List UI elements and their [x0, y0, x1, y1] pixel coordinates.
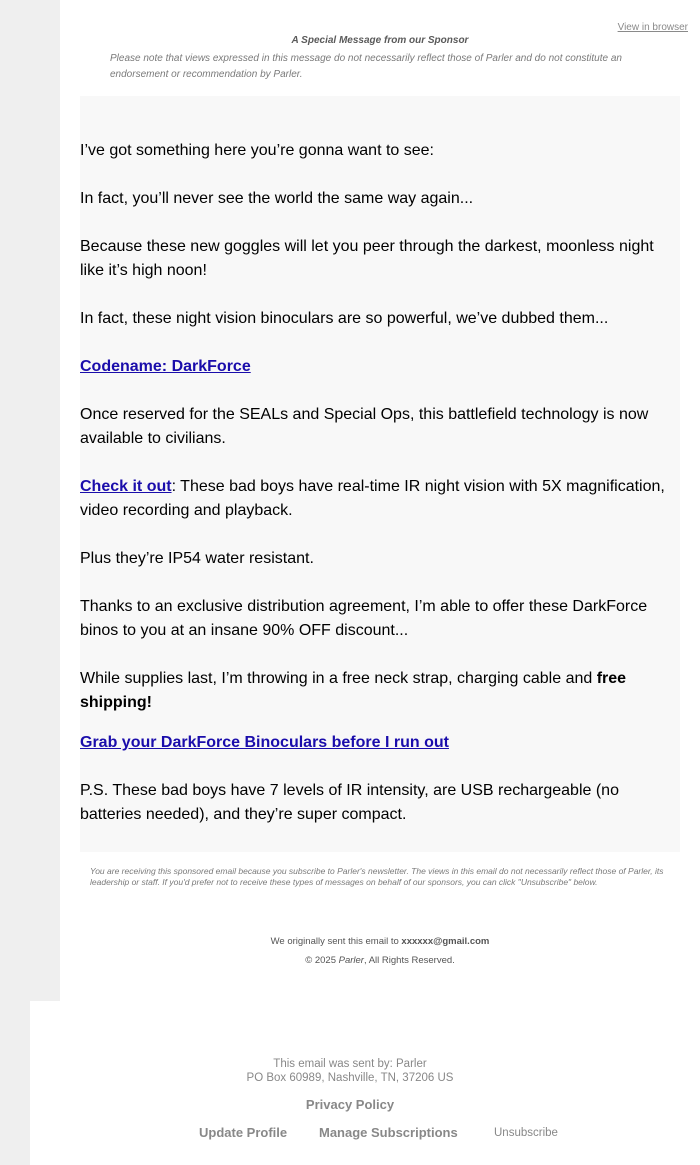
sent-by-line: This email was sent by: Parler — [273, 1058, 427, 1070]
ps-paragraph: P.S. These bad boys have 7 levels of IR intensity, are USB rechargeable (no batteries needed), and they’re super compact. — [80, 782, 619, 823]
body-paragraph: In fact, these night vision binoculars are so powerful, we’ve dubbed them... — [80, 310, 609, 327]
body-paragraph: In fact, you’ll never see the world the same way again... — [80, 190, 474, 207]
codename-paragraph — [80, 355, 674, 379]
copyright-suffix: , All Rights Reserved. — [363, 955, 455, 966]
unsubscribe-link[interactable]: Unsubscribe — [494, 1127, 558, 1139]
grab-binoculars-link[interactable]: Grab your DarkForce Binoculars before I run out — [80, 734, 449, 751]
check-it-out-text: : These bad boys have real-time IR night vision with 5X magnification, video recording and playback. — [80, 478, 665, 519]
free-shipping-bold: free shipping! — [80, 670, 627, 711]
free-shipping-paragraph — [80, 667, 674, 715]
body-paragraph: I’ve got something here you’re gonna want to see: — [80, 142, 434, 159]
copyright-prefix: © 2025 — [305, 955, 339, 966]
email-footer — [30, 1001, 700, 1165]
sent-to-line — [60, 936, 700, 947]
manage-subscriptions-link[interactable]: Manage Subscriptions — [319, 1125, 458, 1140]
update-profile-link[interactable]: Update Profile — [199, 1125, 288, 1140]
check-it-out-paragraph — [80, 475, 674, 523]
footer-links — [30, 1125, 700, 1143]
body-paragraph: Plus they’re IP54 water resistant. — [80, 550, 314, 567]
codename-darkforce-link[interactable]: Codename: DarkForce — [80, 358, 251, 375]
sponsor-disclaimer: Please note that views expressed in this message do not necessarily reflect those of Parler and do not constitute an endorsement or recommendation by Parler. — [110, 53, 622, 80]
sponsor-title: A Special Message from our Sponsor — [291, 35, 469, 46]
grab-paragraph — [80, 731, 674, 755]
body-paragraph: Thanks to an exclusive distribution agreement, I’m able to offer these DarkForce binos to you at an insane 90% OFF discount... — [80, 598, 648, 639]
postal-address: PO Box 60989, Nashville, TN, 37206 US — [246, 1072, 454, 1084]
body-paragraph: Once reserved for the SEALs and Special Ops, this battlefield technology is now available to civilians. — [80, 406, 649, 447]
sponsored-footnote: You are receiving this sponsored email because you subscribe to Parler's newsletter. The views in this email do not necessarily reflect those of Parler, its leadership or staff. If you'd prefer not to receive these types of messages on behalf of our sponsors, you can click "Unsubscribe" below. — [90, 866, 664, 887]
free-shipping-text: While supplies last, I’m throwing in a free neck strap, charging cable and — [80, 670, 597, 687]
check-it-out-link[interactable]: Check it out — [80, 478, 172, 495]
view-in-browser-link[interactable]: View in browser — [617, 22, 688, 33]
copyright-brand: Parler — [338, 955, 364, 966]
sent-to-prefix: We originally sent this email to — [270, 936, 402, 947]
email-card — [60, 0, 700, 1001]
copyright-line — [60, 955, 700, 966]
message-body — [80, 96, 680, 852]
body-paragraph: Because these new goggles will let you peer through the darkest, moonless night like it’s high noon! — [80, 238, 654, 279]
recipient-email: xxxxxx@gmail.com — [401, 936, 490, 947]
privacy-policy-link[interactable]: Privacy Policy — [305, 1097, 395, 1112]
